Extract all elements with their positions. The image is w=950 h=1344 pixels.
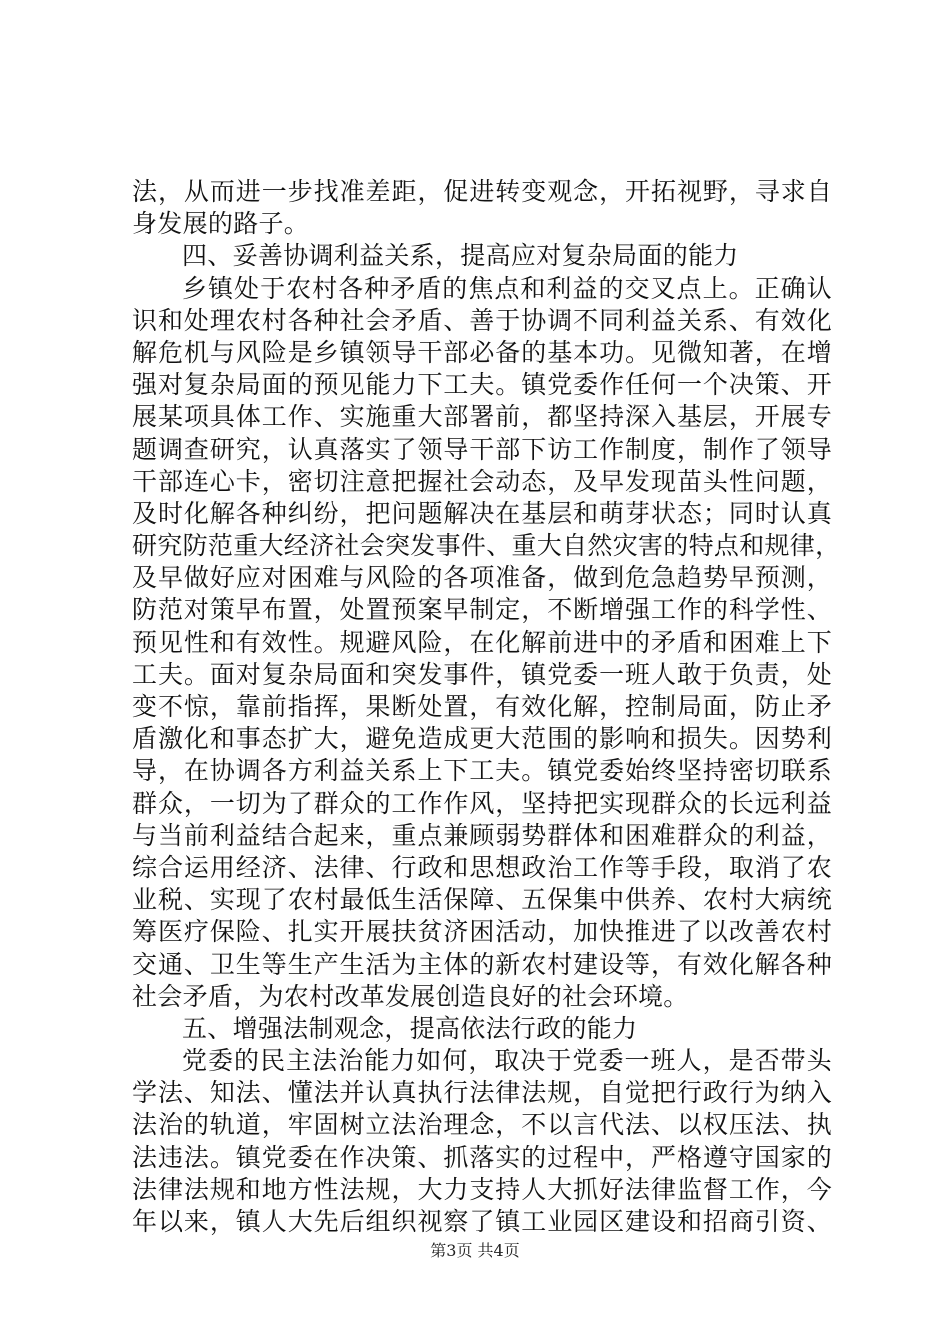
text-line: 干部连心卡，密切注意把握社会动态，及早发现苗头性问题，: [132, 466, 832, 496]
text-line: 学法、知法、懂法并认真执行法律法规，自觉把行政行为纳入: [132, 1078, 832, 1108]
text-line: 研究防范重大经济社会突发事件、重大自然灾害的特点和规律，: [132, 531, 841, 561]
text-line: 交通、卫生等生产生活为主体的新农村建设等，有效化解各种: [132, 949, 832, 979]
text-line: 乡镇处于农村各种矛盾的焦点和利益的交叉点上。正确认: [182, 273, 832, 303]
text-line: 法违法。镇党委在作决策、抓落实的过程中，严格遵守国家的: [132, 1142, 832, 1172]
document-body: [132, 176, 841, 1238]
section-heading: 五、增强法制观念，提高依法行政的能力: [182, 1013, 638, 1043]
text-line: 业税、实现了农村最低生活保障、五保集中供养、农村大病统: [132, 885, 832, 915]
text-line: 解危机与风险是乡镇领导干部必备的基本功。见微知著，在增: [132, 337, 832, 367]
text-line: 预见性和有效性。规避风险，在化解前进中的矛盾和困难上下: [132, 627, 832, 657]
text-line: 群众，一切为了群众的工作作风，坚持把实现群众的长远利益: [132, 788, 832, 818]
text-line: 强对复杂局面的预见能力下工夫。镇党委作任何一个决策、开: [132, 370, 832, 400]
text-line: 导，在协调各方利益关系上下工夫。镇党委始终坚持密切联系: [132, 756, 832, 786]
text-line: 防范对策早布置，处置预案早制定，不断增强工作的科学性、: [132, 595, 832, 625]
page-number-footer: 第3页 共4页: [430, 1241, 520, 1260]
text-line: 法治的轨道，牢固树立法治理念，不以言代法、以权压法、执: [132, 1110, 832, 1140]
text-line: 筹医疗保险、扎实开展扶贫济困活动，加快推进了以改善农村: [132, 917, 832, 947]
text-line: 识和处理农村各种社会矛盾、善于协调不同利益关系、有效化: [132, 305, 832, 335]
text-line: 工夫。面对复杂局面和突发事件，镇党委一班人敢于负责，处: [132, 659, 832, 689]
text-line: 变不惊，靠前指挥，果断处置，有效化解，控制局面，防止矛: [132, 692, 832, 721]
text-line: 综合运用经济、法律、行政和思想政治工作等手段，取消了农: [132, 852, 832, 882]
text-line: 身发展的路子。: [132, 209, 310, 239]
text-line: 党委的民主法治能力如何，取决于党委一班人，是否带头: [182, 1046, 832, 1076]
text-line: 年以来，镇人大先后组织视察了镇工业园区建设和招商引资、: [132, 1207, 832, 1236]
text-line: 及时化解各种纠纷，把问题解决在基层和萌芽状态；同时认真: [132, 498, 832, 528]
text-line: 社会矛盾，为农村改革发展创造良好的社会环境。: [132, 981, 689, 1011]
text-line: 盾激化和事态扩大，避免造成更大范围的影响和损失。因势利: [132, 724, 832, 754]
text-line: 与当前利益结合起来，重点兼顾弱势群体和困难群众的利益，: [132, 820, 832, 850]
text-line: 法律法规和地方性法规，大力支持人大抓好法律监督工作，今: [132, 1174, 832, 1204]
text-line: 及早做好应对困难与风险的各项准备，做到危急趋势早预测，: [132, 563, 832, 593]
text-line: 展某项具体工作、实施重大部署前，都坚持深入基层，开展专: [132, 402, 832, 432]
text-line: 题调查研究，认真落实了领导干部下访工作制度，制作了领导: [132, 434, 832, 464]
text-line: 法，从而进一步找准差距，促进转变观念，开拓视野，寻求自: [132, 177, 832, 206]
section-heading: 四、妥善协调利益关系，提高应对复杂局面的能力: [182, 241, 739, 271]
